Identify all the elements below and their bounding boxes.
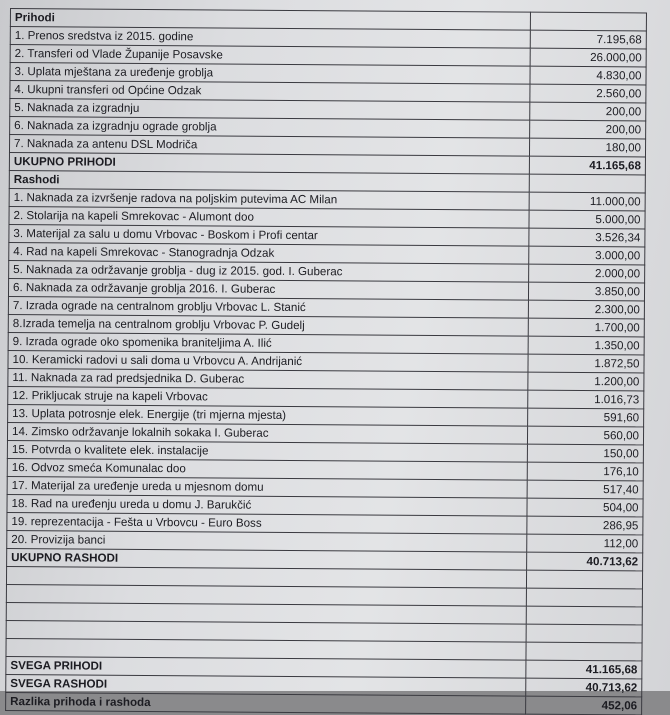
row-label: 8.Izrada temelja na centralnom groblju Vrbovac P. Gudelj bbox=[8, 314, 528, 336]
row-amount bbox=[526, 624, 642, 643]
row-amount: 2.300,00 bbox=[528, 300, 644, 319]
row-label: 10. Keramicki radovi u sali doma u Vrbovcu A. Andrijanić bbox=[8, 350, 528, 372]
row-amount: 112,00 bbox=[527, 534, 643, 553]
row-amount: 3.000,00 bbox=[529, 246, 645, 265]
row-label: 5. Naknada za izgradnju bbox=[10, 99, 530, 121]
row-label: SVEGA RASHODI bbox=[6, 674, 526, 696]
row-amount: 40.713,62 bbox=[527, 552, 643, 571]
row-label: 13. Uplata potrosnje elek. Energije (tri mjerna mjesta) bbox=[8, 404, 528, 426]
row-label: 16. Odvoz smeća Komunalac doo bbox=[7, 458, 527, 480]
row-amount: 2.000,00 bbox=[529, 264, 645, 283]
row-label: 5. Naknada za održavanje groblja - dug iz 2015. god. I. Guberac bbox=[9, 260, 529, 282]
row-label: 20. Provizija banci bbox=[7, 530, 527, 552]
row-amount bbox=[526, 642, 642, 661]
row-amount: 26.000,00 bbox=[530, 48, 646, 67]
row-label: 15. Potvrda o kvalitete elek. instalacije bbox=[7, 440, 527, 462]
row-amount: 560,00 bbox=[527, 426, 643, 445]
row-amount: 1.872,50 bbox=[528, 354, 644, 373]
row-label: 14. Zimsko održavanje lokalnih sokaka I. Guberac bbox=[7, 422, 527, 444]
row-amount: 7.195,68 bbox=[530, 30, 646, 49]
row-label: 2. Transferi od Vlade Županije Posavske bbox=[10, 45, 530, 67]
row-label: 1. Prenos sredstva iz 2015. godine bbox=[10, 27, 530, 49]
row-amount bbox=[530, 12, 646, 31]
row-label: 7. Naknada za antenu DSL Modriča bbox=[9, 135, 529, 157]
row-label: 11. Naknada za rad predsjednika D. Guberac bbox=[8, 368, 528, 390]
row-amount: 3.526,34 bbox=[529, 228, 645, 247]
row-label: 1. Naknada za izvršenje radova na poljskim putevima AC Milan bbox=[9, 188, 529, 210]
row-label: 3. Materijal za salu u domu Vrbovac - Boskom i Profi centar bbox=[9, 224, 529, 246]
row-amount: 1.016,73 bbox=[528, 390, 644, 409]
row-label: Razlika prihoda i rashoda bbox=[6, 692, 526, 714]
row-amount: 150,00 bbox=[527, 444, 643, 463]
row-amount: 3.850,00 bbox=[528, 282, 644, 301]
row-label: 4. Ukupni transferi od Općine Odzak bbox=[10, 81, 530, 103]
row-amount: 200,00 bbox=[530, 102, 646, 121]
row-amount: 41.165,68 bbox=[526, 660, 642, 679]
row-label: UKUPNO PRIHODI bbox=[9, 152, 529, 174]
row-amount: 176,10 bbox=[527, 462, 643, 481]
row-amount: 11.000,00 bbox=[529, 192, 645, 211]
row-label: 9. Izrada ograde oko spomenika braniteljima A. Ilić bbox=[8, 332, 528, 354]
row-label: 2. Stolarija na kapeli Smrekovac - Alumont doo bbox=[9, 206, 529, 228]
row-amount: 4.830,00 bbox=[530, 66, 646, 85]
row-amount: 1.200,00 bbox=[528, 372, 644, 391]
row-amount: 452,06 bbox=[526, 696, 642, 715]
table-body bbox=[6, 9, 647, 715]
row-label: 6. Naknada za održavanje groblja 2016. I. Guberac bbox=[8, 278, 528, 300]
row-label: SVEGA PRIHODI bbox=[6, 656, 526, 678]
row-label: 17. Materijal za uređenje ureda u mjesnom domu bbox=[7, 476, 527, 498]
row-amount: 2.560,00 bbox=[530, 84, 646, 103]
row-amount: 591,60 bbox=[528, 408, 644, 427]
row-amount bbox=[526, 570, 642, 589]
row-label: 19. reprezentacija - Fešta u Vrbovcu - Euro Boss bbox=[7, 512, 527, 534]
row-amount: 517,40 bbox=[527, 480, 643, 499]
row-label: UKUPNO RASHODI bbox=[7, 548, 527, 570]
row-label: 7. Izrada ograde na centralnom groblju Vrbovac L. Stanić bbox=[8, 296, 528, 318]
row-amount: 41.165,68 bbox=[529, 156, 645, 175]
row-amount bbox=[529, 174, 645, 193]
row-amount: 40.713,62 bbox=[526, 678, 642, 697]
row-amount bbox=[526, 588, 642, 607]
row-amount: 504,00 bbox=[527, 498, 643, 517]
row-label: 4. Rad na kapeli Smrekovac - Stanogradnja Odzak bbox=[9, 242, 529, 264]
row-amount: 180,00 bbox=[529, 138, 645, 157]
row-label: 18. Rad na uređenju ureda u domu J. Barukčić bbox=[7, 494, 527, 516]
row-amount bbox=[526, 606, 642, 625]
row-amount: 1.350,00 bbox=[528, 336, 644, 355]
summary-row bbox=[6, 692, 642, 714]
row-amount: 5.000,00 bbox=[529, 210, 645, 229]
row-label: 3. Uplata mještana za uređenje groblja bbox=[10, 63, 530, 85]
row-label: 12. Prikljucak struje na kapeli Vrbovac bbox=[8, 386, 528, 408]
row-label: 6. Naknada za izgradnju ograde groblja bbox=[10, 117, 530, 139]
row-label: Rashodi bbox=[9, 170, 529, 192]
financial-report-table bbox=[5, 8, 647, 715]
row-amount: 200,00 bbox=[530, 120, 646, 139]
row-label: Prihodi bbox=[10, 9, 530, 31]
row-amount: 1.700,00 bbox=[528, 318, 644, 337]
row-amount: 286,95 bbox=[527, 516, 643, 535]
